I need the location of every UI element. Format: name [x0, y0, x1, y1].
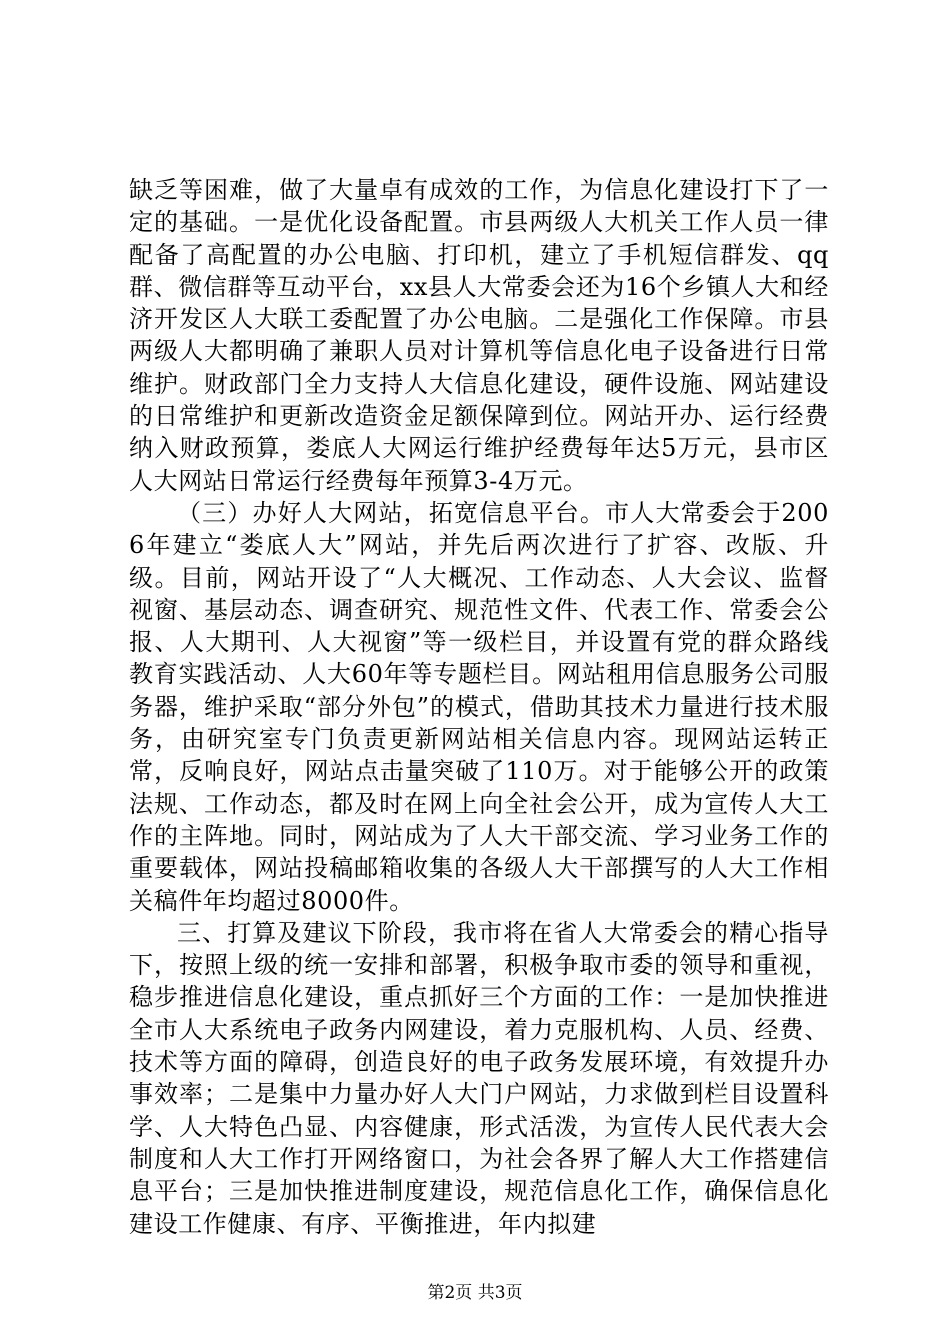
paragraph-equipment-support: 缺乏等困难，做了大量卓有成效的工作，为信息化建设打下了一定的基础。一是优化设备配置。市县两级人大机关工作人员一律配备了高配置的办公电脑、打印机，建立了手机短信群发、qq群、微信群等互动平台，xx县人大常委会还为16个乡镇人大和经济开发区人大联工委配置了办公电脑。二是强化工作保障。市县两级人大都明确了兼职人员对计算机等信息化电子设备进行日常维护。财政部门全力支持人大信息化建设，硬件设施、网站建设的日常维护和更新改造资金足额保障到位。网站开办、运行经费纳入财政预算，娄底人大网运行维护经费每年达5万元，县市区人大网站日常运行经费每年预算3-4万元。	[129, 176, 829, 495]
page-number-footer: 第2页 共3页	[427, 1283, 523, 1303]
document-body	[129, 174, 829, 1240]
paragraph-website-platform: （三）办好人大网站，拓宽信息平台。市人大常委会于2006年建立“娄底人大”网站，并先后两次进行了扩容、改版、升级。目前，网站开设了“人大概况、工作动态、人大会议、监督视窗、基层动态、调查研究、规范性文件、代表工作、常委会公报、人大期刊、人大视窗”等一级栏目，并设置有党的群众路线教育实践活动、人大60年等专题栏目。网站租用信息服务公司服务器，维护采取“部分外包”的模式，借助其技术力量进行技术服务，由研究室专门负责更新网站相关信息内容。现网站运转正常，反响良好，网站点击量突破了110万。对于能够公开的政策法规、工作动态，都及时在网上向全社会公开，成为宣传人大工作的主阵地。同时，网站成为了人大干部交流、学习业务工作的重要载体，网站投稿邮箱收集的各级人大干部撰写的人大工作相关稿件年均超过8000件。	[129, 498, 829, 915]
paragraph-plans-suggestions: 三、打算及建议下阶段，我市将在省人大常委会的精心指导下，按照上级的统一安排和部署，积极争取市委的领导和重视，稳步推进信息化建设，重点抓好三个方面的工作：一是加快推进全市人大系统电子政务内网建设，着力克服机构、人员、经费、技术等方面的障碍，创造良好的电子政务发展环境，有效提升办事效率；二是集中力量办好人大门户网站，力求做到栏目设置科学、人大特色凸显、内容健康，形式活泼，为宣传人民代表大会制度和人大工作打开网络窗口，为社会各界了解人大工作搭建信息平台；三是加快推进制度建设，规范信息化工作，确保信息化建设工作健康、有序、平衡推进，年内拟建	[129, 918, 829, 1238]
